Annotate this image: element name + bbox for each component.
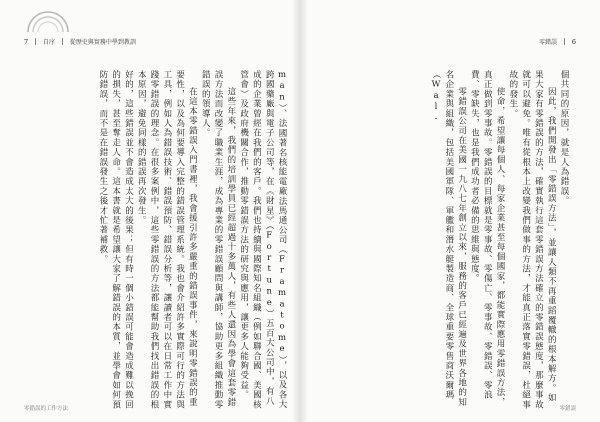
left-header-section: 自序 [42,39,55,46]
left-footer-note: 零錯誤的工作方法 [24,406,69,412]
header-divider [62,38,63,45]
right-body-text [312,70,570,410]
body-paragraph: 因此，我們開發出「零錯誤方法」，並讓人類不再重蹈覆轍的根本解方。如果大家有零錯誤的方法，確實執行這套零錯誤方法確立的零錯誤態度，那麼事故就可以避免。唯有從根本上改變我們做事的方法，才能真正落實零錯誤，杜絕事故的發生。 [507,70,557,410]
left-running-header [24,37,136,46]
body-paragraph: 這些年來，我們的培訓學員已經超過十多萬人，有些人還因為學會這套零錯誤方法而改變了職業生涯，成為專業的零錯誤顧問與講師，協助更多組織推動零錯誤的領導人。 [200,70,236,410]
body-paragraph: 使命，希望讓每個人、每家企業甚至每個國家，都能實際應用零錯誤方法，真正做到零事故。零錯誤的目標就是零事故、零傷亡、零事故、零錯誤、零浪費、零缺失，也是我們成功者必備的思維與態度。 [469,70,506,408]
header-divider [35,38,36,45]
body-paragraph: 在這本零錯誤入門書裡，我會援引許多嚴重的錯誤事件，來說明零錯誤的重要性，以及為何要導入完整的錯誤管理系統。我也會介紹許多實際可行的方法與工具，例如人為錯誤技術、錯誤預防、錯誤分析等，讓讀者可以在日常工作中實踐零錯誤的理念。在很多案例中，這些零錯誤的方法都能幫助我們找出錯誤的根本原因，避免同樣的錯誤再次發生。 [136,70,198,410]
left-page-number: 7 [24,38,29,46]
left-body-text [28,70,288,410]
right-page [300,0,600,422]
right-page-number: 6 [571,38,576,46]
right-running-header [539,37,576,46]
body-paragraph: 零錯誤公司在美國一九八七年創立以來，服務的客戶已經遍及世界各地的知名企業與組織，包括美國軍隊、軍艦和潛水艇製造商、全球重要零售商沃爾瑪（Wal- [431,70,467,408]
left-header-title: 從歷史與實務中學到教訓 [69,39,136,46]
body-paragraph: 好的，這些錯誤並不會造成太大的後果；但有時一個小錯誤可能會造成難以挽回的損失，甚至奪走人命。這本書就是希望讓大家了解錯誤的本質，並學會如何預防錯誤，而不是在錯誤發生之後才忙著補救。 [97,70,134,410]
body-paragraph: man）、法國著名核能電廠法馬通公司（Framatome），以及各大跨國藥廠與電子公司等，在《財星》（Fortune）五百大公司中，有八成的企業曾經在我們的客戶。我們也持續與國際知名組織（例如聯合國、美國核管會）及政府機關合作，推動零錯誤方法的研究與應用，讓更多人能夠受益。 [238,70,287,410]
publisher-logo-icon [22,4,76,34]
body-paragraph: 個共同的原因，就是人為錯誤。 [559,70,569,206]
right-footer-note: 零錯誤 [559,406,576,412]
right-header-section: 零錯誤 [539,39,558,46]
header-divider [564,38,565,45]
